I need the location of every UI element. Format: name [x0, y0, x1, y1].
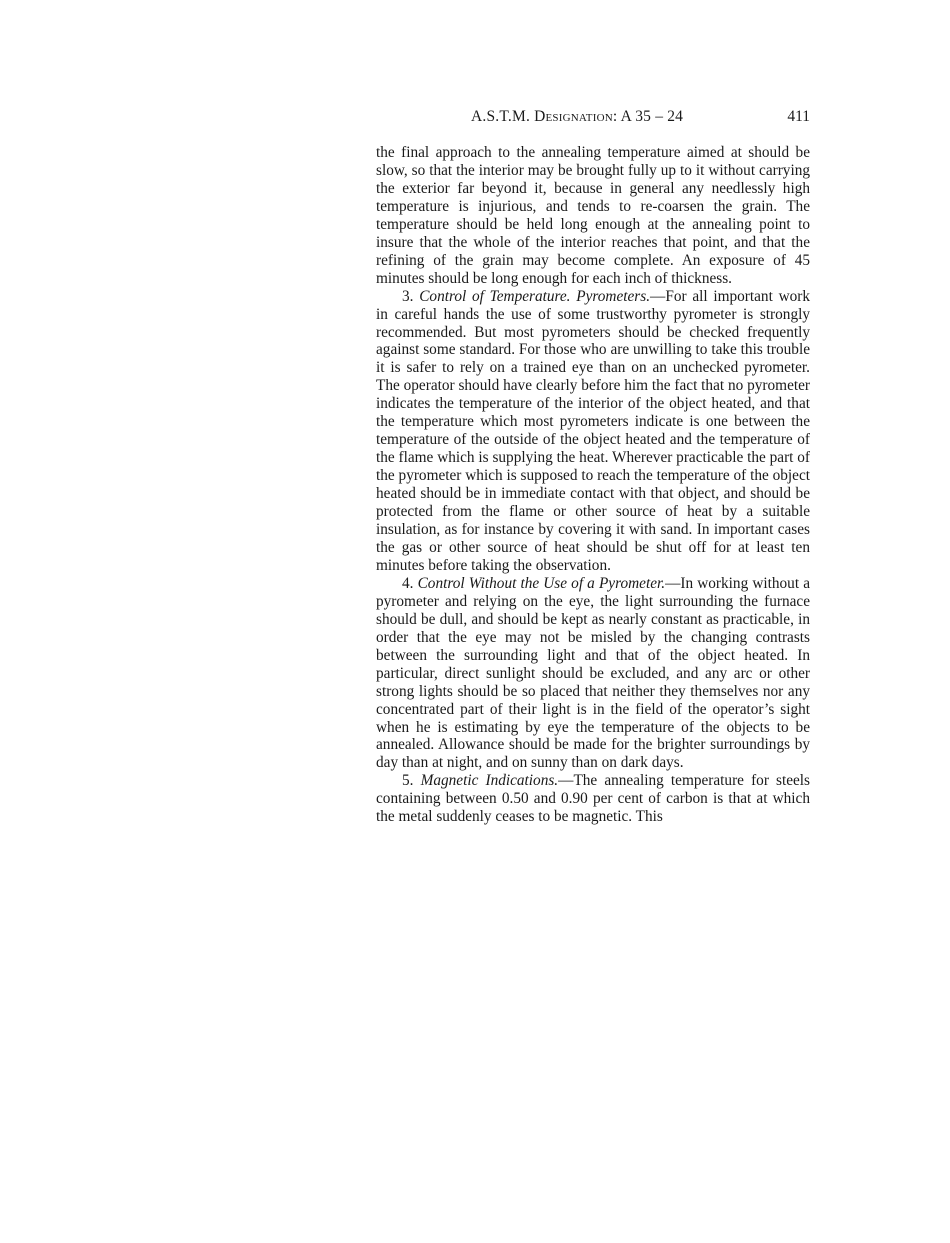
paragraph-text: —For all important work in careful hands the use of some trustworthy pyrometer is strongly recommended. But most pyrometers should be checked frequently against some standard. For those who are unwilling to take this trouble it is safer to rely on a trained eye than on an unchecked pyrometer. The operator should have clearly before him the fact that no pyrometer indicates the temperature of the interior of the object heated, and that the temperature which most pyrometers indicate is one between the temperature of the outside of the object heated and the temperature of the flame which is supplying the heat. Wherever practicable the part of the pyrometer which is supposed to reach the temperature of the object heated should be in immediate contact with that object, and should be protected from the flame or other source of heat by a suitable insulation, as for instance by covering it with sand. In important cases the gas or other source of heat should be shut off for at least ten minutes before taking the observation.: [376, 287, 811, 574]
paragraph-text: —The annealing temperature for steels containing between 0.50 and 0.90 per cent of carbon is that at which the metal suddenly ceases to be magnetic. This: [376, 772, 811, 826]
designation-small-caps: Designation: [534, 108, 613, 125]
section-number: 4.: [402, 574, 418, 592]
standard-designation: [471, 108, 683, 126]
page-number: 411: [787, 108, 810, 125]
section-paragraph-4: [376, 575, 810, 772]
section-title: Control of Temperature. Pyrometers.: [419, 287, 651, 305]
section-paragraph-5: [376, 772, 810, 826]
body-text: [376, 144, 810, 826]
section-paragraph-3: [376, 288, 810, 575]
section-title: Magnetic Indications.: [420, 772, 559, 790]
running-header: [376, 108, 810, 130]
paragraph-text: the final approach to the annealing temperature aimed at should be slow, so that the interior may be brought fully up to it without carrying the exterior far beyond it, because in general any needlessly high temperature is injurious, and tends to re-coarsen the grain. The temperature should be held long enough at the annealing point to insure that the whole of the interior reaches that point, and that the refining of the grain may become complete. An exposure of 45 minutes should be long enough for each inch of thickness.: [376, 144, 810, 287]
designation-prefix: A.S.T.M.: [471, 108, 535, 125]
section-number: 5.: [402, 772, 421, 790]
section-title: Control Without the Use of a Pyrometer.: [417, 574, 666, 592]
paragraph-text: —In working without a pyrometer and relying on the eye, the light surrounding the furnace should be dull, and should be kept as nearly constant as practicable, in order that the eye may not be misled by the changing contrasts between the surrounding light and that of the object heated. In particular, direct sunlight should be excluded, and any arc or other strong lights should be so placed that neither they themselves nor any concentrated part of their light is in the field of the operator’s sight when he is estimating by eye the temperature of the objects to be annealed. Allowance should be made for the brighter surroundings by day than at night, and on sunny than on dark days.: [376, 574, 810, 772]
section-number: 3.: [402, 287, 420, 305]
designation-suffix: : A 35 – 24: [612, 108, 684, 125]
paragraph-continuation: [376, 144, 810, 288]
